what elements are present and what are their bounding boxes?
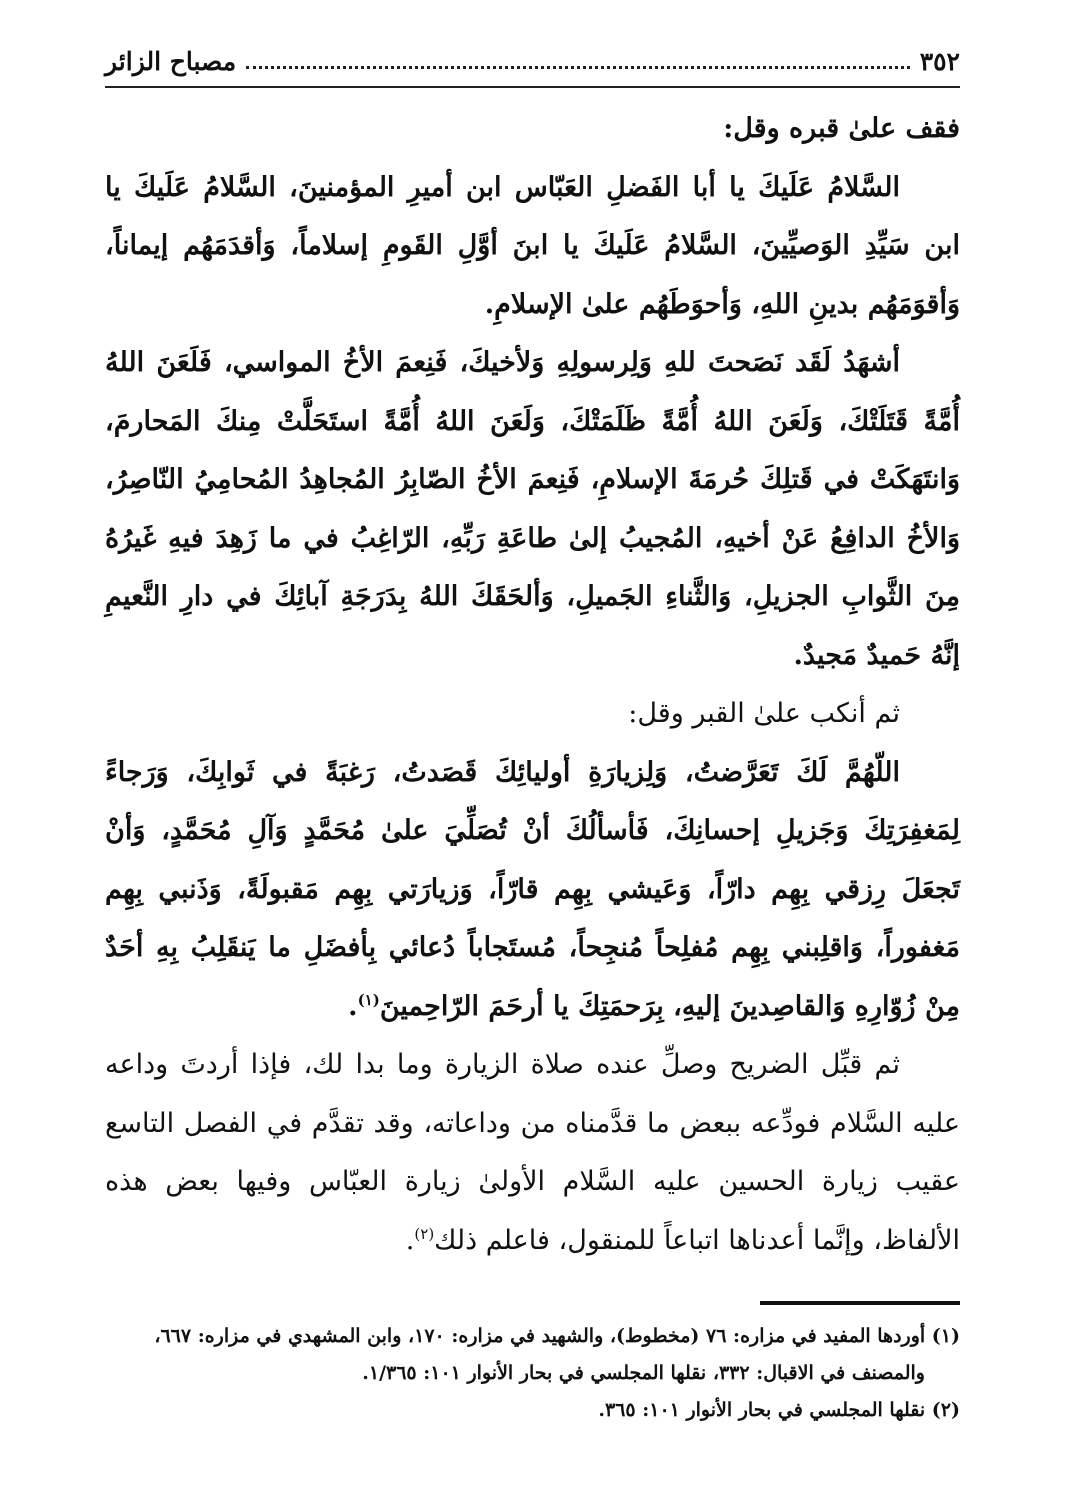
footnote-1-line-1: (١) أوردها المفيد في مزاره: ٧٦ (مخطوط)، والشهيد في مزاره: ١٧٠، وابن المشهدي في مزاره: ٦٦٧،	[154, 1325, 960, 1347]
supplication-end: .	[348, 990, 358, 1022]
header-dot-leader	[246, 66, 910, 69]
instruction-paragraph: فقف علىٰ قبره وقل:	[723, 113, 960, 144]
supplication-text: اللّهُمَّ لَكَ تَعَرَّضتُ، وَلِزيارَةِ أوليائِكَ قَصَدتُ، رَغبَةً في ثَوابِكَ، وَرَجاءً لِمَغفِرَتِكَ وَجَزيلِ إحسانِكَ، فَأسألُكَ أنْ تُصَلِّيَ علىٰ مُحَمَّدٍ وَآلِ مُحَمَّدٍ، وَأنْ تَجعَلَ رِزقي بِهِم دارّاً، وَعَيشي بِهِم قارّاً، وَزيارَتي بِهِم مَقبولَةً، وَذَنبي بِهِم مَغفوراً، وَاقلِبني بِهِم مُفلِحاً مُنجِحاً، مُستَجاباً دُعائي بِأفضَلِ ما يَنقَلِبُ بِهِ أحَدٌ مِنْ زُوّارِهِ وَالقاصِدينَ إليهِ، بِرَحمَتِكَ يا أرحَمَ الرّاحِمينَ	[105, 756, 960, 1022]
footnote-ref-2[interactable]: (٢)	[414, 1224, 435, 1243]
running-header	[105, 38, 960, 84]
instruction-paragraph-2: ثم أنكب علىٰ القبر وقل:	[628, 698, 900, 729]
testimony-paragraph: أشهَدُ لَقَد نَصَحتَ للهِ وَلِرسولِهِ وَلأخيكَ، فَنِعمَ الأخُ المواسي، فَلَعَنَ اللهُ أُمَّةً قَتَلَتْكَ، وَلَعَنَ اللهُ أُمَّةً ظَلَمَتْكَ، وَلَعَنَ اللهُ أُمَّةً استَحَلَّتْ مِنكَ المَحارمَ، وَانتَهَكَتْ في قَتلِكَ حُرمَةَ الإسلامِ، فَنِعمَ الأخُ الصّابِرُ المُجاهِدُ المُحامِيُ النّاصِرُ، وَالأخُ الدافِعُ عَنْ أخيهِ، المُجيبُ إلىٰ طاعَةِ رَبِّهِ، الرّاغِبُ في ما زَهِدَ فيهِ غَيرُهُ مِنَ الثَّوابِ الجزيلِ، وَالثَّناءِ الجَميلِ، وَألحَقَكَ اللهُ بِدَرَجَةِ آبائِكَ في دارِ النَّعيمِ إنَّهُ حَميدٌ مَجيدٌ.	[105, 347, 960, 671]
footnotes	[105, 1318, 960, 1429]
closing-paragraph	[105, 1036, 960, 1270]
book-title: مصباح الزائر	[105, 46, 237, 76]
supplication-paragraph	[105, 744, 960, 1037]
footnote-2: (٢) نقلها المجلسي في بحار الأنوار ١٠١: ٣٦٥.	[598, 1399, 960, 1421]
salutation-paragraph: السَّلامُ عَلَيكَ يا أبا الفَضلِ العَبّاس ابن أميرِ المؤمنينَ، السَّلامُ عَلَيكَ يا ابن سَيِّدِ الوَصيِّينَ، السَّلامُ عَلَيكَ يا ابنَ أوَّلِ القَومِ إسلاماً، وَأقدَمَهُم إيماناً، وَأقوَمَهُم بدينِ اللهِ، وَأحوَطَهُم علىٰ الإسلامِ.	[105, 171, 960, 320]
closing-text: ثم قبِّل الضريح وصلِّ عنده صلاة الزيارة وما بدا لك، فإذا أردتَ وداعه عليه السَّلام فودِّعه ببعض ما قدَّمناه من وداعاته، وقد تقدَّم في الفصل التاسع عقيب زيارة الحسين عليه السَّلام الأولىٰ زيارة العبّاس وفيها بعض هذه الألفاظ، وإنَّما أعدناها اتباعاً للمنقول، فاعلم ذلك	[105, 1049, 960, 1256]
main-text	[105, 100, 960, 1270]
footnote-ref-1[interactable]: (١)	[357, 990, 380, 1009]
header-rule	[105, 86, 960, 88]
footnote-rule	[760, 1301, 960, 1305]
closing-end: .	[405, 1224, 415, 1256]
footnote-1-line-2: والمصنف في الاقبال: ٣٣٢، نقلها المجلسي في بحار الأنوار ١٠١: ١/٣٦٥.	[362, 1362, 925, 1384]
page-number: ٣٥٢	[919, 46, 960, 76]
